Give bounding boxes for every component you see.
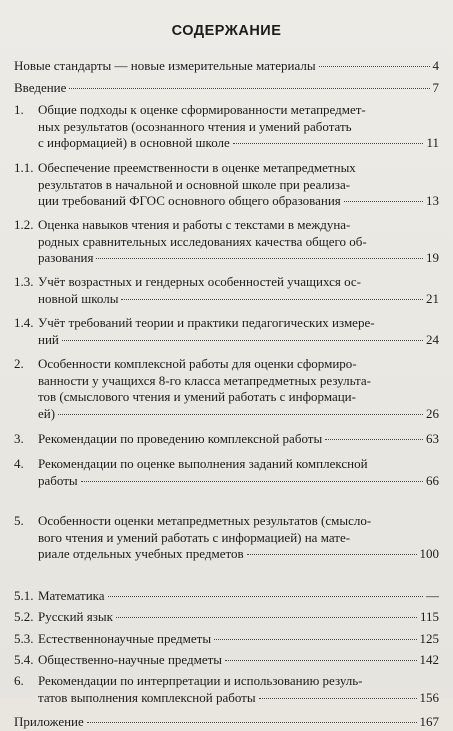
toc-entry-title-line: ции требований ФГОС основного общего образования (38, 193, 341, 208)
toc-entry-title-line: Рекомендации по проведению комплексной работы (38, 431, 323, 446)
toc-entry-number: 5.2. (14, 609, 34, 624)
dot-leader (96, 258, 423, 259)
toc-entry-title-line: Особенности комплексной работы для оценки сформиро- (38, 356, 357, 371)
toc-entry-title-line: Естественнонаучные предметы (38, 631, 212, 646)
toc-entry-title-line: новной школы (38, 290, 119, 306)
dot-leader (247, 554, 417, 555)
toc-entry (14, 356, 439, 422)
toc-entry-title-line: ей) (38, 405, 56, 421)
toc-entry-number: 5. (14, 513, 24, 528)
toc-entry-number: 4. (14, 456, 24, 471)
toc-page-number: 19 (426, 250, 439, 265)
toc-entry-number: 6. (14, 673, 24, 688)
toc-entry-title-line: Введение (14, 80, 67, 95)
toc-entry-title-line: результатов в начальной и основной школе при реализа- (38, 176, 351, 192)
dot-leader (233, 143, 424, 144)
toc-entry-title-line: Рекомендации по интерпретации и использованию резуль- (38, 673, 363, 688)
toc-entry-title-line: Рекомендации по оценке выполнения заданий комплексной (38, 456, 368, 471)
toc-page-number: 156 (419, 689, 439, 705)
toc-entry-number: 1.4. (14, 315, 34, 330)
toc-entry-title-line: Общественно-научные предметы (38, 652, 223, 667)
toc-page-number: — (426, 588, 439, 603)
dot-leader (58, 414, 423, 415)
dot-leader (121, 299, 423, 300)
toc-entry-number: 5.1. (14, 588, 34, 603)
toc-entry-title-line: ний (38, 331, 59, 347)
toc-entry-title-line: Оценка навыков чтения и работы с текстами в междуна- (38, 217, 351, 232)
toc-page-number: 142 (419, 652, 439, 667)
dot-leader (225, 660, 416, 661)
toc-page-number: 66 (426, 472, 439, 488)
toc-entry (14, 673, 439, 706)
toc-entry-number: 3. (14, 431, 24, 446)
toc-entry-title-line: Общие подходы к оценке сформированности метапредмет- (38, 102, 366, 117)
toc-page-number: 4 (432, 58, 439, 73)
dot-leader (62, 340, 423, 341)
dot-leader (81, 481, 423, 482)
dot-leader (319, 66, 430, 67)
toc-entry-title-line: Учёт возрастных и гендерных особенностей учащихся ос- (38, 274, 362, 289)
toc-entry (14, 274, 439, 307)
toc-entry (14, 714, 439, 731)
toc-page-number: 125 (419, 631, 439, 646)
toc-page-number: 7 (432, 80, 439, 95)
toc-entry-number: 1. (14, 102, 24, 117)
toc-entry-title-line: Обеспечение преемственности в оценке метапредметных (38, 160, 356, 175)
toc-page-number: 13 (426, 193, 439, 208)
toc-entry-number: 1.1. (14, 160, 34, 175)
toc-entry-number: 1.2. (14, 217, 34, 232)
toc-entry-number: 5.4. (14, 652, 34, 667)
toc-page-number: 115 (419, 609, 439, 624)
toc-entry (14, 456, 439, 489)
toc-entry (14, 588, 439, 605)
toc-page-number: 63 (426, 431, 439, 446)
toc-entry (14, 58, 439, 75)
toc-entry-title-line: татов выполнения комплексной работы (38, 689, 256, 705)
toc-entry-title-line: Новые стандарты — новые измерительные материалы (14, 58, 316, 73)
dot-leader (69, 88, 429, 89)
dot-leader (87, 722, 417, 723)
toc-entry-title-line: родных сравнительных исследованиях качества общего об- (38, 233, 367, 249)
toc-entry (14, 631, 439, 648)
dot-leader (214, 639, 416, 640)
dot-leader (259, 698, 417, 699)
toc-page-number: 100 (419, 546, 439, 561)
toc-entry-number: 1.3. (14, 274, 34, 289)
toc-entry-title-line: разования (38, 250, 94, 265)
toc-entry (14, 431, 439, 448)
toc-page-number: 26 (426, 405, 439, 421)
toc-page-number: 24 (426, 331, 439, 347)
toc-entry-number: 5.3. (14, 631, 34, 646)
dot-leader (116, 617, 417, 618)
toc-entry (14, 315, 439, 348)
toc-entry-number: 2. (14, 356, 24, 371)
toc-entry-title-line: работы (38, 472, 78, 488)
toc-page-number: 167 (419, 714, 439, 729)
toc-entry (14, 102, 439, 152)
toc-entry-title-line: Приложение (14, 714, 84, 729)
page-title: СОДЕРЖАНИЕ (171, 23, 282, 39)
toc-entry (14, 217, 439, 267)
toc-entry-title-line: вого чтения и умений работать с информацией) на мате- (38, 529, 351, 545)
toc-entry-title-line: риале отдельных учебных предметов (38, 546, 244, 561)
dot-leader (325, 439, 423, 440)
toc-entry-title-line: тов (смыслового чтения и умений работать с информаци- (38, 389, 356, 404)
toc-entry-title-line: с информацией) в основной школе (38, 135, 230, 150)
toc-entry-title-line: ванности у учащихся 8-го класса метапредметных результа- (38, 372, 371, 388)
toc-entry (14, 80, 439, 97)
toc-entry (14, 609, 439, 626)
toc-page-number: 11 (426, 135, 439, 150)
toc-entry (14, 160, 439, 210)
toc-entry-title-line: Математика (38, 588, 105, 603)
toc-entry-title-line: Особенности оценки метапредметных результатов (смысло- (38, 513, 372, 528)
toc-page-number: 21 (426, 290, 439, 306)
toc-entry-title-line: Учёт требований теории и практики педагогических измере- (38, 315, 375, 330)
toc-entry (14, 652, 439, 669)
dot-leader (108, 596, 423, 597)
dot-leader (344, 201, 423, 202)
toc-entry-title-line: ных результатов (осознанного чтения и умений работать (38, 118, 352, 134)
toc-entry (14, 513, 439, 563)
toc-entry-title-line: Русский язык (38, 609, 113, 624)
